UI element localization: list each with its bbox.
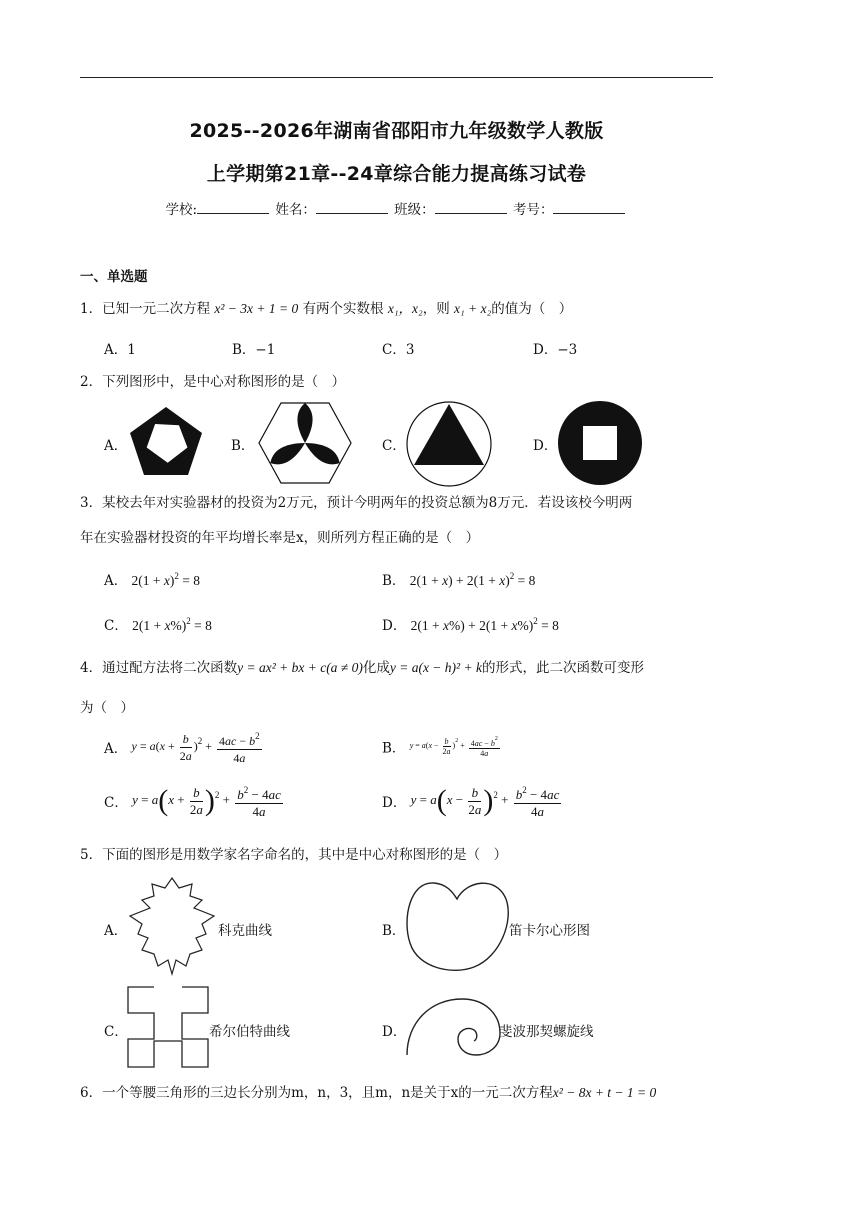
cardioid-label: 笛卡尔心形图 bbox=[509, 923, 590, 939]
q5-option-c[interactable]: C． bbox=[104, 1024, 128, 1040]
q4-general-form: y = ax² + bx + c(a ≠ 0) bbox=[237, 660, 363, 675]
q2-option-d[interactable]: D． bbox=[533, 438, 558, 454]
q1-equation: x² − 3x + 1 = 0 bbox=[214, 301, 299, 316]
q1-number: 1． bbox=[80, 301, 103, 317]
q6-text: 6．一个等腰三角形的三边长分别为m，n，3，且m，n是关于x的一元二次方程 bbox=[80, 1085, 553, 1101]
q2-option-a[interactable]: A． bbox=[104, 438, 128, 454]
q5-option-a[interactable]: A． bbox=[104, 923, 128, 939]
q3-option-c-expr: $2(1 + x\%)^2 = 8$ bbox=[132, 616, 212, 633]
q3-option-a-expr: $2(1 + x)^2 = 8$ bbox=[131, 571, 201, 588]
fibonacci-spiral-figure bbox=[404, 993, 502, 1057]
q4-option-a[interactable] bbox=[104, 728, 264, 766]
hilbert-curve-label: 希尔伯特曲线 bbox=[209, 1024, 290, 1040]
disk-square-figure bbox=[557, 400, 643, 486]
q4-option-b-label: B． bbox=[382, 740, 406, 757]
koch-snowflake-figure bbox=[126, 876, 218, 976]
q1-option-b[interactable]: B．−1 bbox=[232, 342, 276, 358]
question-4-line2: 为（ ） bbox=[80, 700, 134, 716]
q4-vertex-form: y = a(x − h)² + k bbox=[389, 660, 482, 675]
q3-option-b-label: B． bbox=[382, 573, 406, 589]
q4-option-a-expr: y = a(x + $\frac{b}{2a}$ )$^2$ + $\frac{4ac - b^2}{4a}$ bbox=[132, 739, 264, 753]
q3-option-c-label: C． bbox=[104, 618, 128, 634]
header-rule bbox=[80, 77, 713, 78]
q1-option-c[interactable]: C．3 bbox=[382, 342, 415, 358]
q4-option-c-expr: y = a(x + $\frac{b}{2a}$ )$^2$ + $\frac{b^2 - 4ac}{4a}$ bbox=[132, 784, 281, 819]
pentagon-ring-figure bbox=[126, 403, 206, 483]
q3-option-b[interactable] bbox=[382, 569, 535, 589]
q4-option-c-label: C． bbox=[104, 795, 128, 811]
question-6 bbox=[80, 1083, 720, 1103]
circle-triangle-figure bbox=[405, 400, 493, 488]
koch-curve-label: 科克曲线 bbox=[218, 923, 272, 939]
q1-sum: x₁ + x₂ bbox=[454, 301, 492, 316]
q1-text-d: 的值为（ ） bbox=[491, 301, 573, 317]
q2-option-b[interactable]: B． bbox=[231, 438, 255, 454]
name-label: 姓名： bbox=[275, 202, 316, 218]
question-3-line1: 3．某校去年对实验器材的投资为2万元，预计今明两年的投资总额为8万元．若设该校今明两 bbox=[80, 495, 633, 511]
class-blank[interactable] bbox=[435, 201, 507, 214]
question-5: 5．下面的图形是用数学家名字命名的，其中是中心对称图形的是（ ） bbox=[80, 847, 508, 863]
cardioid-figure bbox=[404, 877, 510, 973]
question-1 bbox=[80, 299, 720, 319]
q3-option-d-expr: $2(1 + x\%) + 2(1 + x\%)^2 = 8$ bbox=[410, 616, 559, 633]
q5-option-d[interactable]: D． bbox=[382, 1024, 407, 1040]
q4-option-c[interactable] bbox=[104, 782, 285, 820]
q1-text-a: 已知一元二次方程 bbox=[102, 301, 211, 317]
q1-text-c: ，则 bbox=[422, 301, 450, 317]
q4-option-b-expr: y = a(x − $\frac{b}{2a}$ )$^2$ + $\frac{4ac - b^2}{4a}$ bbox=[409, 736, 498, 758]
class-label: 班级： bbox=[394, 202, 435, 218]
question-2: 2．下列图形中，是中心对称图形的是（ ） bbox=[80, 374, 346, 390]
question-3-line2: 年在实验器材投资的年平均增长率是x，则所列方程正确的是（ ） bbox=[80, 530, 480, 546]
school-blank[interactable] bbox=[197, 201, 269, 214]
exam-number-label: 考号： bbox=[512, 202, 554, 218]
exam-title-line1: 2025--2026年湖南省邵阳市九年级数学人教版 bbox=[189, 120, 604, 142]
school-label: 学校: bbox=[165, 202, 198, 218]
q4-option-a-label: A． bbox=[104, 741, 128, 757]
q2-option-c[interactable]: C． bbox=[382, 438, 406, 454]
fibonacci-spiral-label: 斐波那契螺旋线 bbox=[499, 1024, 594, 1040]
question-4-line1 bbox=[80, 658, 720, 678]
q3-option-a-label: A． bbox=[104, 573, 128, 589]
q4-text-b: 化成 bbox=[362, 660, 390, 676]
q3-option-d-label: D． bbox=[382, 618, 407, 634]
q4-text-c: 的形式，此二次函数可变形 bbox=[481, 660, 644, 676]
q6-equation: x² − 8x + t − 1 = 0 bbox=[552, 1085, 657, 1100]
q1-roots: x₁，x₂ bbox=[387, 301, 423, 316]
q1-option-d[interactable]: D．−3 bbox=[533, 342, 578, 358]
exam-title-line2: 上学期第21章--24章综合能力提高练习试卷 bbox=[206, 163, 587, 185]
q3-option-c[interactable] bbox=[104, 614, 212, 634]
q1-option-a[interactable]: A．1 bbox=[104, 342, 136, 358]
hilbert-curve-figure bbox=[126, 985, 210, 1069]
q4-option-b[interactable] bbox=[382, 735, 502, 758]
section-heading: 一、单选题 bbox=[80, 269, 148, 285]
exam-number-blank[interactable] bbox=[553, 201, 625, 214]
student-info-fields bbox=[80, 198, 713, 218]
q3-option-d[interactable] bbox=[382, 614, 559, 634]
q1-text-b: 有两个实数根 bbox=[302, 301, 384, 317]
q4-option-d[interactable] bbox=[382, 782, 563, 820]
name-blank[interactable] bbox=[316, 201, 388, 214]
q3-option-b-expr: $2(1 + x) + 2(1 + x)^2 = 8$ bbox=[409, 571, 536, 588]
q5-option-b[interactable]: B． bbox=[382, 923, 406, 939]
q4-option-d-expr: y = a(x − $\frac{b}{2a}$ )$^2$ + $\frac{b^2 - 4ac}{4a}$ bbox=[410, 784, 560, 819]
hexagon-trefoil-figure bbox=[257, 401, 353, 485]
q3-option-a[interactable] bbox=[104, 569, 200, 589]
q4-option-d-label: D． bbox=[382, 795, 407, 811]
q4-text-a: 4．通过配方法将二次函数 bbox=[80, 660, 238, 676]
